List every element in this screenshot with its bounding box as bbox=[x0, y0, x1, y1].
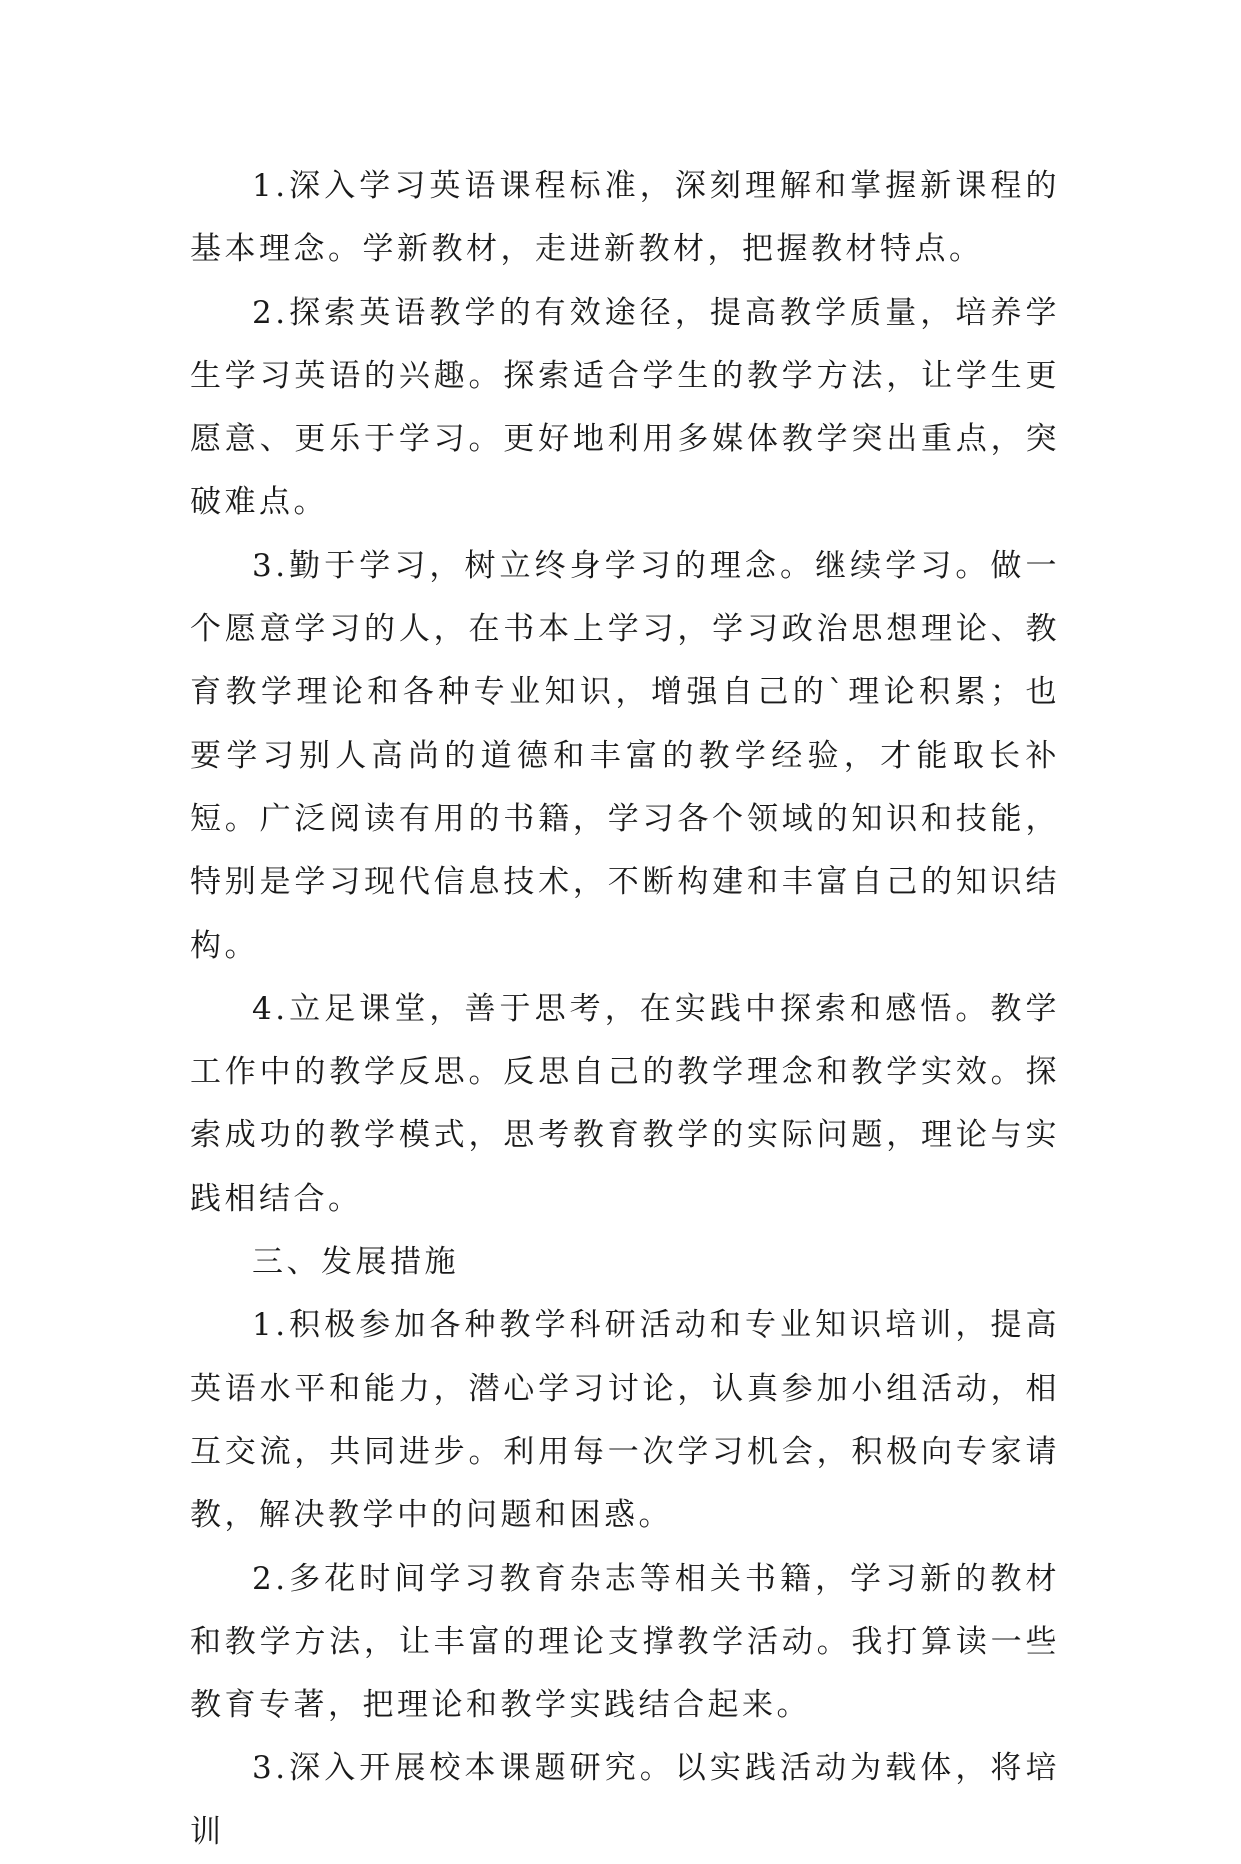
paragraph-6: 2.多花时间学习教育杂志等相关书籍，学习新的教材和教学方法，让丰富的理论支撑教学活动。我打算读一些教育专著，把理论和教学实践结合起来。 bbox=[190, 1560, 1060, 1724]
paragraph-7: 3.深入开展校本课题研究。以实践活动为载体，将培训 bbox=[190, 1750, 1060, 1850]
paragraph-3: 3.勤于学习，树立终身学习的理念。继续学习。做一个愿意学习的人，在书本上学习，学习政治思想理论、教育教学理论和各种专业知识，增强自己的`理论积累；也要学习别人高尚的道德和丰富的教学经验，才能取长补短。广泛阅读有用的书籍，学习各个领域的知识和技能，特别是学习现代信息技术，不断构建和丰富自己的知识结构。 bbox=[190, 547, 1060, 964]
paragraph-5: 1.积极参加各种教学科研活动和专业知识培训，提高英语水平和能力，潜心学习讨论，认真参加小组活动，相互交流，共同进步。利用每一次学习机会，积极向专家请教，解决教学中的问题和困惑。 bbox=[190, 1307, 1060, 1534]
paragraph-4: 4.立足课堂，善于思考，在实践中探索和感悟。教学工作中的教学反思。反思自己的教学理念和教学实效。探索成功的教学模式，思考教育教学的实际问题，理论与实践相结合。 bbox=[190, 990, 1060, 1217]
section-heading: 三、发展措施 bbox=[252, 1244, 459, 1281]
paragraph-2: 2.探索英语教学的有效途径，提高教学质量，培养学生学习英语的兴趣。探索适合学生的教学方法，让学生更愿意、更乐于学习。更好地利用多媒体教学突出重点，突破难点。 bbox=[190, 294, 1060, 521]
paragraph-1: 1.深入学习英语课程标准，深刻理解和掌握新课程的基本理念。学新教材，走进新教材，把握教材特点。 bbox=[190, 168, 1060, 268]
document-body bbox=[190, 155, 1060, 1864]
